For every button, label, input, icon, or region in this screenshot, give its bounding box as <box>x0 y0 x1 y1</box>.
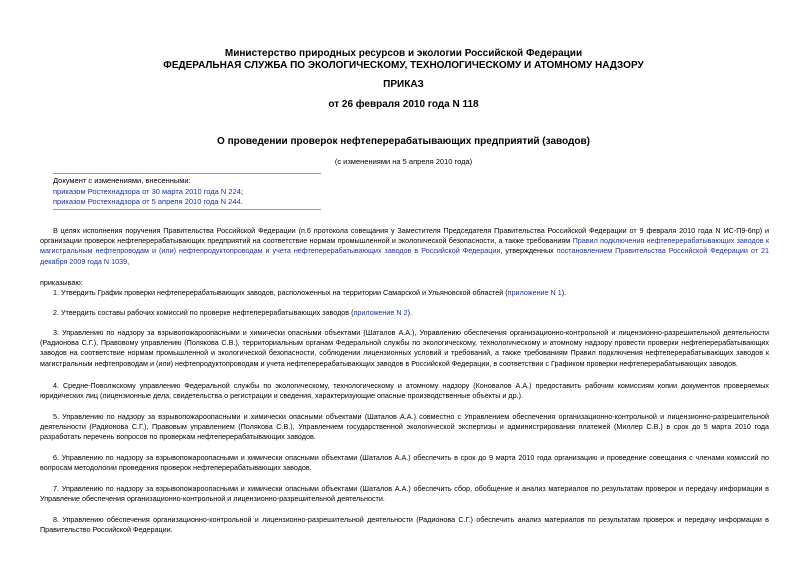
item-1-text: 1. Утвердить График проверки нефтеперерабатывающих заводов, расположенных на территории Самарской и Ульяновской областей ( <box>53 288 508 297</box>
appendix-2-link[interactable]: приложение N 2 <box>353 308 408 317</box>
amendment-line-1 <box>53 187 243 197</box>
amendment-link-244[interactable]: приказом Ростехнадзора от 5 апреля 2010 года N 244 <box>53 197 241 206</box>
item-8: 8. Управлению обеспечения организационно-контрольной и лицензионно-разрешительной деятельности (Радионова С.Г.) обеспечить анализ материалов по результатам проверок и передачу информации в Правительство Российской Федерации. <box>40 515 769 535</box>
item-7: 7. Управлению по надзору за взрывопожароопасными и химически опасными объектами (Шаталов А.А.) обеспечить сбор, обобщение и анализ материалов по результатам проверок и передачу информации в Управление обеспечения организационно-контрольной и лицензионно-разрешительной деятельности. <box>40 484 769 504</box>
ministry-name: Министерство природных ресурсов и экологии Российской Федерации <box>224 48 583 59</box>
amendment-line-2 <box>53 197 243 207</box>
service-name: ФЕДЕРАЛЬНАЯ СЛУЖБА ПО ЭКОЛОГИЧЕСКОМУ, ТЕХНОЛОГИЧЕСКОМУ И АТОМНОМУ НАДЗОРУ <box>163 60 644 71</box>
amendment-link-1-tail: ; <box>240 187 244 196</box>
order-word: приказываю: <box>40 278 83 287</box>
item-1-tail: ). <box>561 288 567 297</box>
item-2-tail: ). <box>407 308 412 317</box>
preamble-text-after: , <box>127 256 130 266</box>
amendments-top-divider <box>53 173 321 174</box>
preamble-paragraph <box>40 226 769 267</box>
amendment-link-224[interactable]: приказом Ростехнадзора от 30 марта 2010 года N 224 <box>53 187 241 196</box>
decree-1039-link[interactable]: постановлением Правительства Российской Федерации от 21 декабря 2009 года N 1039 <box>40 246 769 266</box>
document-date-number: от 26 февраля 2010 года N 118 <box>328 99 479 110</box>
item-5: 5. Управлению по надзору за взрывопожароопасными и химически опасными объектами (Шаталов А.А.) совместно с Управлением обеспечения организационно-контрольной и лицензионно-разрешительной деятельности (Радионова С.Г.), Правовым управлением (Полякова С.В.), Управлением государственной экологической экспертизы и администрирования платежей (Миллер С.В.) в срок до 5 марта 2010 года разработать перечень вопросов по проверкам нефтеперерабатывающих заводов. <box>40 412 769 442</box>
item-2 <box>53 308 412 318</box>
preamble-text-before: В целях исполнения поручения Правительства Российской Федерации (п.6 протокола совещания у Заместителя Председателя Правительства Российской Федерации от 9 февраля 2010 года N ИС-П9-6пр) и организации проверок нефтеперерабатывающих предприятий на соответствие нормам промышленной и экологической безопасности, а также требованиям <box>40 226 769 246</box>
rules-link[interactable]: Правил подключения нефтеперерабатывающих заводов к магистральным нефтепроводам и (или) нефтепродуктопроводам и учета нефтеперерабатывающих заводов в Российской Федерации <box>40 236 769 256</box>
amendment-link-2-tail: . <box>240 197 243 206</box>
item-4: 4. Средне-Поволжскому управлению Федеральной службы по экологическому, технологическому и атомному надзору (Коновалов А.А.) предоставить рабочим комиссиям копии документов проверяемых юридических лиц (лицензионные дела, свидетельства о регистрации и сведения, характеризующие опасные производственные объекты и др.). <box>40 381 769 401</box>
item-3: 3. Управлению по надзору за взрывопожароопасными и химически опасными объектами (Шаталов А.А.), Управлению обеспечения организационно-контрольной и лицензионно-разрешительной деятельности (Радионова С.Г.), Правовому управлению (Полякова С.В.), территориальным органам Федеральной службы по экологическому, технологическому и атомному надзору провести проверки нефтеперерабатывающих заводов на соответствие нормам промышленной и экологической безопасности, соблюдении лицензионных условий и требований, а также требованиям Правил подключения нефтеперерабатывающих заводов к магистральным нефтепроводам и (или) нефтепродуктопроводам и учета нефтеперерабатывающих заводов в Российской Федерации, в соответствии с Графиком проверки нефтеперерабатывающих заводов. <box>40 328 769 368</box>
amendments-bottom-divider <box>53 209 321 210</box>
document-type: ПРИКАЗ <box>383 79 424 90</box>
document-title: О проведении проверок нефтеперерабатывающих предприятий (заводов) <box>217 136 590 147</box>
appendix-1-link[interactable]: приложение N 1 <box>507 288 562 297</box>
changes-note: (с изменениями на 5 апреля 2010 года) <box>334 157 473 166</box>
preamble-text-middle: , утвержденных <box>500 246 557 256</box>
amendments-intro: Документ с изменениями, внесенными: <box>53 176 191 185</box>
item-6: 6. Управлению по надзору за взрывопожароопасными и химически опасными объектами (Шаталов А.А.) обеспечить в срок до 9 марта 2010 года организацию и проведение совещания с членами комиссий по вопросам методологии проведения проверок нефтеперерабатывающих заводов. <box>40 453 769 473</box>
item-1 <box>53 288 566 298</box>
item-2-text: 2. Утвердить составы рабочих комиссий по проверке нефтеперерабатывающих заводов ( <box>53 308 354 317</box>
